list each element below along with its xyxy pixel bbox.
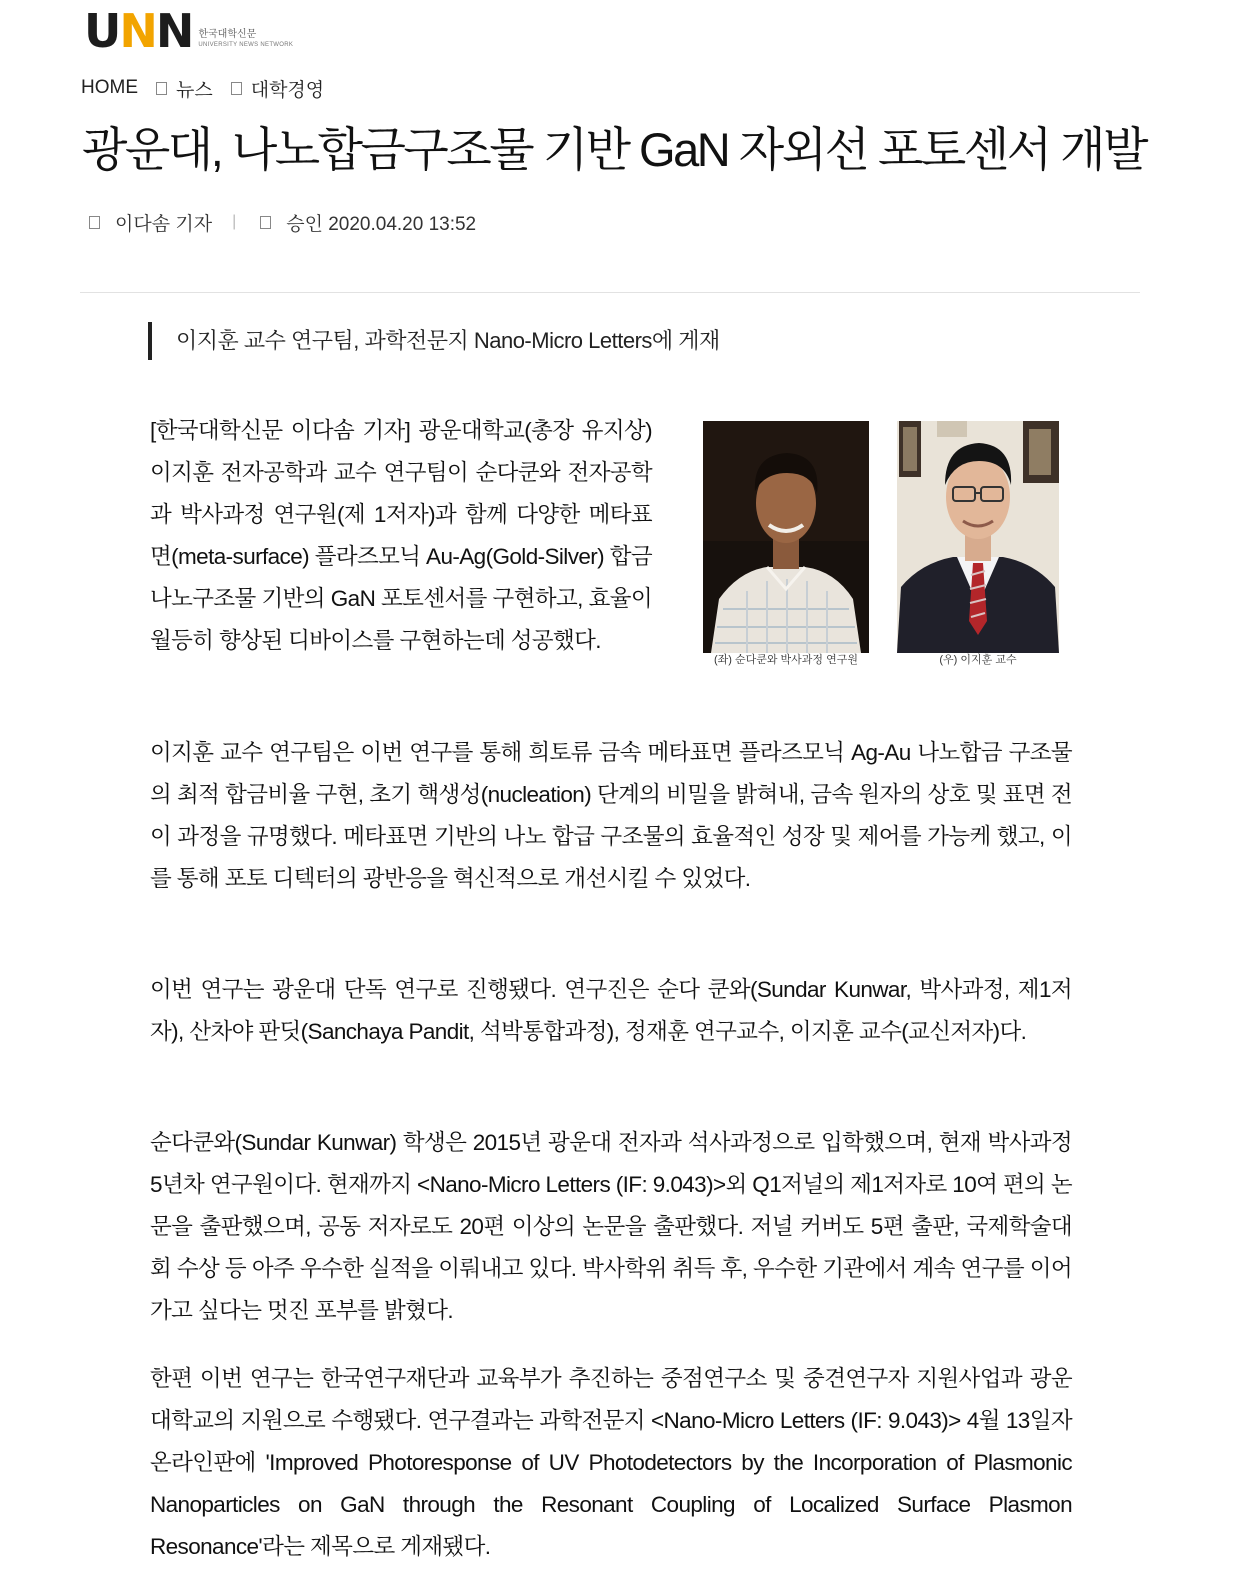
photo-student-image	[703, 421, 869, 653]
photo-professor-image	[897, 421, 1059, 653]
logo-mark: UNN	[84, 4, 193, 58]
breadcrumb-separator-icon	[231, 82, 242, 95]
article-intro: [한국대학신문 이다솜 기자] 광운대학교(총장 유지상) 이지훈 전자공학과 교수 연구팀이 순다쿤와 전자공학과 박사과정 연구원(제 1저자)과 함께 다양한 메타표면(meta-surface) 플라즈모닉 Au-Ag(Gold-Silver) 합금 나노구조물 기반의 GaN 포토센서를 구현하고, 효율이 월등히 향상된 디바이스를 구현하는데 성공했다.	[150, 418, 652, 653]
logo-subtitle	[198, 29, 293, 49]
breadcrumb	[81, 76, 324, 100]
photo-student[interactable]	[703, 421, 869, 653]
logo-sub-ko: 한국대학신문	[198, 29, 257, 40]
clock-icon	[260, 216, 271, 229]
byline-divider: |	[232, 213, 237, 230]
breadcrumb-news[interactable]: 뉴스	[176, 79, 213, 101]
photo-professor-caption: (우) 이지훈 교수	[939, 654, 1017, 666]
approved-datetime: 승인 2020.04.20 13:52	[286, 213, 477, 235]
article-paragraph: 이지훈 교수 연구팀은 이번 연구를 통해 희토류 금속 메타표면 플라즈모닉 Ag-Au 나노합금 구조물의 최적 합금비율 구현, 초기 핵생성(nucleation) 단계의 비밀을 밝혀내, 금속 원자의 상호 및 표면 전이 과정을 규명했다. 메타표면 기반의 나노 합급 구조물의 효율적인 성장 및 제어를 가능케 했고, 이를 통해 포토 디텍터의 광반응을 혁신적으로 개선시킬 수 있었다.	[150, 740, 1072, 891]
reporter-name[interactable]: 이다솜 기자	[115, 213, 213, 235]
site-logo[interactable]	[84, 4, 294, 58]
photo-professor[interactable]	[897, 421, 1059, 653]
header-divider	[80, 292, 1140, 293]
logo-sub-en: UNIVERSITY NEWS NETWORK	[198, 42, 294, 48]
article-paragraph: 한편 이번 연구는 한국연구재단과 교육부가 추진하는 중점연구소 및 중견연구자 지원사업과 광운대학교의 지원으로 수행됐다. 연구결과는 과학전문지 <Nano-Micro Letters (IF: 9.043)> 4월 13일자 온라인판에 'Improved Photoresponse of UV Photodetectors by the Incorporation of Plasmonic Nanoparticles on GaN through the Resonant Coupling of Localized Surface Plasmon Resonance'라는 제목으로 게재됐다.	[150, 1366, 1072, 1559]
article-paragraph: 순다쿤와(Sundar Kunwar) 학생은 2015년 광운대 전자과 석사과정으로 입학했으며, 현재 박사과정5년차 연구원이다. 현재까지 <Nano-Micro Letters (IF: 9.043)>외 Q1저널의 제1저자로 10여 편의 논문을 출판했으며, 공동 저자로도 20편 이상의 논문을 출판했다. 저널 커버도 5편 출판, 국제학술대회 수상 등 아주 우수한 실적을 이뤄내고 있다. 박사학위 취득 후, 우수한 기관에서 계속 연구를 이어가고 싶다는 멋진 포부를 밝혔다.	[150, 1130, 1072, 1323]
reporter-icon	[89, 216, 100, 229]
breadcrumb-university-management[interactable]: 대학경영	[250, 79, 325, 101]
article-title: 광운대, 나노합금구조물 기반 GaN 자외선 포토센서 개발	[82, 123, 1146, 176]
article-paragraph: 이번 연구는 광운대 단독 연구로 진행됐다. 연구진은 순다 쿤와(Sundar Kunwar, 박사과정, 제1저자), 산차야 판딧(Sanchaya Pandit, 석박통합과정), 정재훈 연구교수, 이지훈 교수(교신저자)다.	[150, 977, 1072, 1044]
breadcrumb-home[interactable]: HOME	[81, 77, 138, 98]
photo-student-caption: (좌) 순다쿤와 박사과정 연구원	[713, 654, 858, 666]
breadcrumb-separator-icon	[156, 82, 167, 95]
article-subtitle: 이지훈 교수 연구팀, 과학전문지 Nano-Micro Letters에 게재	[148, 322, 720, 360]
article-byline	[89, 208, 476, 236]
